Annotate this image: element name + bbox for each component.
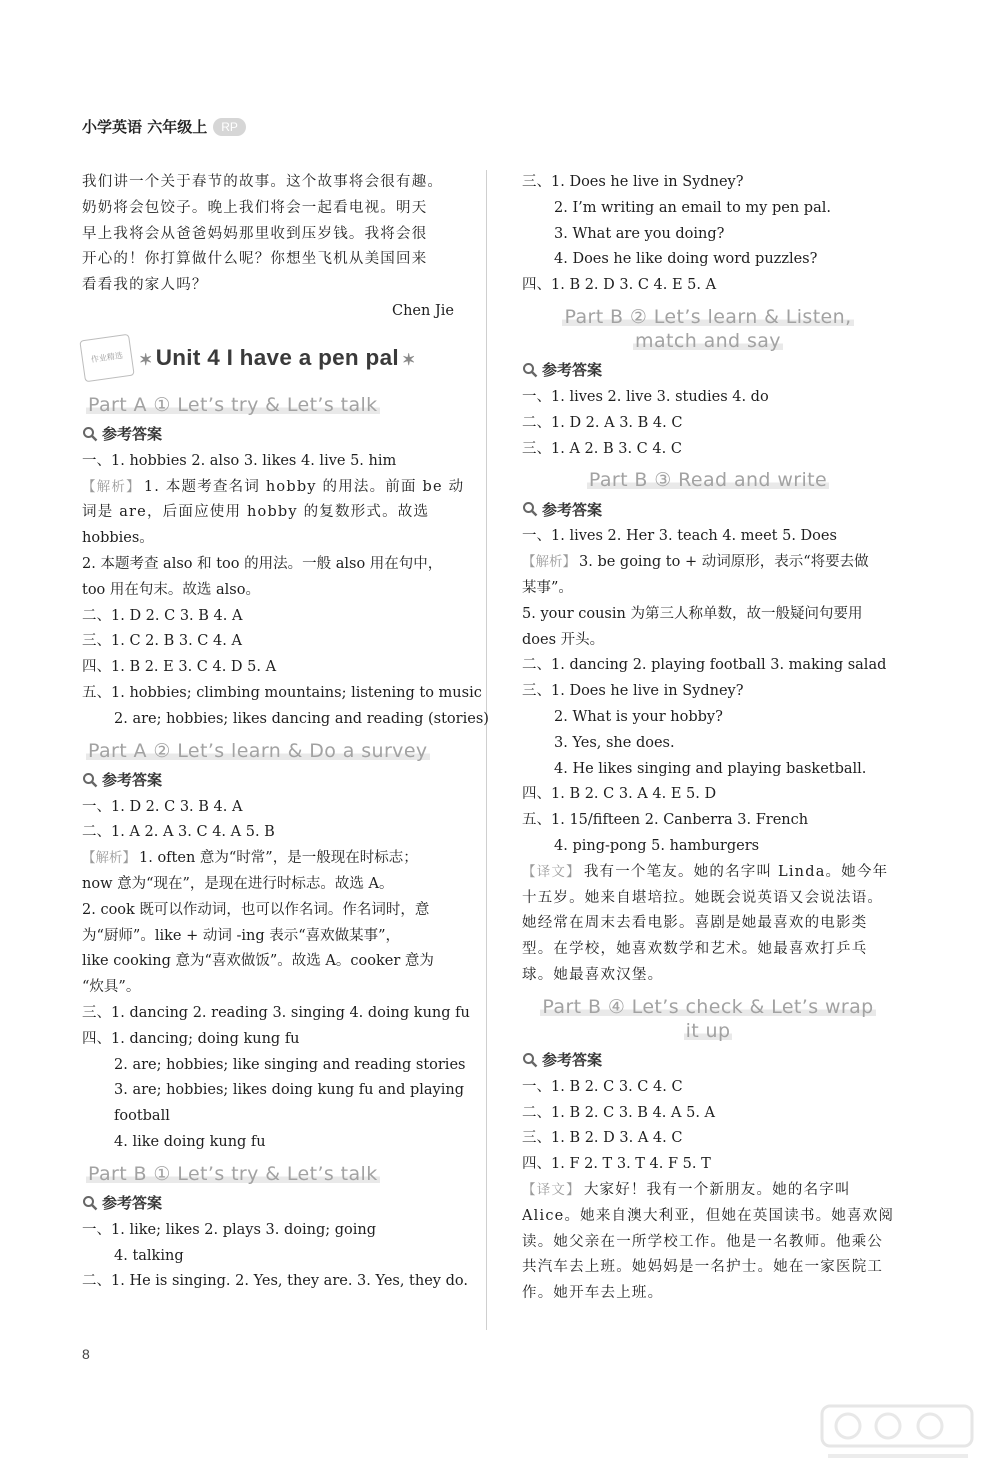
- answer-line: 四、1. dancing; doing kung fu: [82, 1030, 300, 1047]
- unit-title-text: Unit 4 I have a pen pal: [155, 344, 399, 370]
- answer-line: 3. Yes, she does.: [554, 734, 675, 751]
- answer-line: 三、1. Does he live in Sydney?: [522, 174, 744, 190]
- answer-line: 二、1. D 2. C 3. B 4. A: [82, 607, 243, 624]
- analysis-line: does 开头。: [522, 631, 605, 648]
- answer-line: 三、1. A 2. B 3. C 4. C: [522, 440, 682, 457]
- section-heading-part-a-1: Part A ① Let’s try & Let’s talk: [88, 393, 378, 416]
- answer-line: 4. He likes singing and playing basketball.: [554, 760, 867, 777]
- intro-line: 我们讲一个关于春节的故事。这个故事将会很有趣。: [82, 174, 444, 190]
- translation-line: 型。在学校，她喜欢数学和艺术。她最喜欢打乒乓: [522, 941, 868, 958]
- answer-line: 一、1. hobbies 2. also 3. likes 4. live 5. him: [82, 452, 397, 469]
- answer-line: 3. What are you doing?: [554, 225, 725, 242]
- unit-banner: [82, 329, 454, 387]
- edition-badge: RP: [213, 118, 246, 136]
- answer-line: 3. are; hobbies; likes doing kung fu and playing: [114, 1082, 465, 1099]
- translation-line: 【译文】 大家好！我有一个新朋友。她的名字叫: [522, 1181, 851, 1198]
- answer-line: 二、1. dancing 2. playing football 3. making salad: [522, 657, 887, 674]
- magnifier-icon: [82, 772, 98, 788]
- right-column: [522, 170, 894, 1307]
- answer-line: 三、1. Does he live in Sydney?: [522, 683, 744, 700]
- section-heading-part-b-2: Part B ② Let’s learn & Listen, match and say: [564, 305, 852, 352]
- answer-key-label: 参考答案: [102, 425, 163, 444]
- intro-line: 奶奶将会包饺子。晚上我们将会一起看电视。明天: [82, 199, 428, 216]
- answer-key: [82, 767, 454, 793]
- answer-key-label: 参考答案: [542, 500, 603, 519]
- answer-key: [82, 421, 454, 447]
- analysis-line: like cooking 意为“喜欢做饭”。故选 A。cooker 意为: [82, 953, 434, 970]
- answer-line: 一、1. lives 2. Her 3. teach 4. meet 5. Does: [522, 528, 837, 545]
- translation-line: 作。她开车去上班。: [522, 1285, 664, 1302]
- analysis-line: 词是 are，后面应使用 hobby 的复数形式。故选: [82, 504, 430, 521]
- intro-line: 早上我将会从爸爸妈妈那里收到压岁钱。我将会很: [82, 225, 428, 242]
- answer-line: 4. ping-pong 5. hamburgers: [554, 837, 760, 854]
- answer-line: 2. What is your hobby?: [554, 708, 723, 725]
- answer-key: [82, 1190, 454, 1216]
- answer-line: 三、1. C 2. B 3. C 4. A: [82, 633, 242, 650]
- answer-key: [522, 357, 894, 383]
- unit-stamp: 作业精选: [79, 334, 134, 383]
- answer-line: 2. are; hobbies; likes dancing and reading (stories): [114, 710, 489, 727]
- translation-line: 十五岁。她来自堪培拉。她既会说英语又会说法语。: [522, 889, 884, 906]
- intro-line: 看看我的家人吗？: [82, 277, 208, 294]
- magnifier-icon: [522, 501, 538, 517]
- magnifier-icon: [82, 1195, 98, 1211]
- answer-line: 2. I’m writing an email to my pen pal.: [554, 199, 831, 216]
- answer-line: 二、1. He is singing. 2. Yes, they are. 3. Yes, they do.: [82, 1273, 468, 1290]
- star-icon: ✶: [401, 351, 416, 369]
- magnifier-icon: [522, 1052, 538, 1068]
- translation-line: Alice。她来自澳大利亚，但她在英国读书。她喜欢阅: [522, 1207, 895, 1224]
- analysis-line: 某事”。: [522, 579, 573, 596]
- section-heading-part-b-3: Part B ③ Read and write: [588, 469, 828, 492]
- analysis-line: 【解析】 1. 本题考查名词 hobby 的用法。前面 be 动: [82, 478, 465, 495]
- analysis-line: 2. 本题考查 also 和 too 的用法。一般 also 用在句中，: [82, 555, 443, 572]
- page-number: 8: [82, 1346, 90, 1362]
- translation-line: 共汽车去上班。她妈妈是一名护士。她在一家医院工: [522, 1259, 884, 1276]
- section-heading-part-b-4: Part B ④ Let’s check & Let’s wrap it up: [542, 995, 874, 1042]
- analysis-line: 2. cook 既可以作动词，也可以作名词。作名词时，意: [82, 901, 430, 918]
- signature: Chen Jie: [392, 302, 454, 319]
- book-title: 小学英语 六年级上: [82, 118, 208, 136]
- answer-line: 一、1. like; likes 2. plays 3. doing; going: [82, 1221, 377, 1238]
- analysis-line: now 意为“现在”，是现在进行时标志。故选 A。: [82, 875, 394, 892]
- page-header: [82, 116, 246, 137]
- answer-line: 4. Does he like doing word puzzles?: [554, 251, 818, 268]
- magnifier-icon: [82, 426, 98, 442]
- answer-line: 四、1. B 2. D 3. C 4. E 5. A: [522, 277, 717, 294]
- section-heading-part-a-2: Part A ② Let’s learn & Do a survey: [88, 739, 428, 762]
- column-divider: [486, 170, 487, 1330]
- answer-line: 五、1. 15/fifteen 2. Canberra 3. French: [522, 812, 809, 829]
- answer-line: 二、1. B 2. C 3. B 4. A 5. A: [522, 1104, 716, 1121]
- watermark-logo: [818, 1400, 978, 1464]
- answer-key-label: 参考答案: [542, 361, 603, 380]
- answer-line: 三、1. dancing 2. reading 3. singing 4. doing kung fu: [82, 1004, 470, 1021]
- translation-line: 【译文】 我有一个笔友。她的名字叫 Linda。她今年: [522, 863, 889, 880]
- answer-key-label: 参考答案: [102, 771, 163, 790]
- answer-key: [522, 1047, 894, 1073]
- analysis-line: 【解析】 1. often 意为“时常”，是一般现在时标志；: [82, 850, 418, 867]
- answer-line: 二、1. D 2. A 3. B 4. C: [522, 414, 683, 431]
- translation-line: 球。她最喜欢汉堡。: [522, 966, 664, 983]
- answer-line: 4. talking: [114, 1247, 184, 1264]
- answer-line: football: [114, 1108, 170, 1125]
- answer-line: 四、1. B 2. E 3. C 4. D 5. A: [82, 659, 277, 676]
- left-column: [82, 170, 489, 1295]
- answer-line: 一、1. B 2. C 3. C 4. C: [522, 1078, 683, 1095]
- analysis-line: hobbies。: [82, 530, 154, 547]
- answer-line: 三、1. B 2. D 3. A 4. C: [522, 1130, 683, 1147]
- answer-line: 四、1. F 2. T 3. T 4. F 5. T: [522, 1156, 711, 1173]
- answer-key-label: 参考答案: [102, 1194, 163, 1213]
- analysis-line: 5. your cousin 为第三人称单数，故一般疑问句要用: [522, 605, 863, 622]
- section-heading-part-b-1: Part B ① Let’s try & Let’s talk: [88, 1162, 378, 1185]
- analysis-tag: 【解析】: [82, 850, 136, 867]
- answer-line: 四、1. B 2. C 3. A 4. E 5. D: [522, 786, 717, 803]
- analysis-line: 【解析】 3. be going to + 动词原形，表示“将要去做: [522, 554, 869, 571]
- translation-tag: 【译文】: [522, 1181, 581, 1198]
- translation-tag: 【译文】: [522, 863, 581, 880]
- magnifier-icon: [522, 362, 538, 378]
- analysis-tag: 【解析】: [82, 478, 141, 495]
- intro-line: 开心的！你打算做什么呢？你想坐飞机从美国回来: [82, 251, 428, 268]
- analysis-line: 为“厨师”。like + 动词 -ing 表示“喜欢做某事”，: [82, 927, 401, 944]
- answer-line: 一、1. D 2. C 3. B 4. A: [82, 798, 243, 815]
- answer-line: 2. are; hobbies; like singing and reading stories: [114, 1056, 466, 1073]
- unit-title: [136, 345, 419, 371]
- answer-line: 五、1. hobbies; climbing mountains; listening to music: [82, 684, 482, 701]
- answer-line: 4. like doing kung fu: [114, 1133, 266, 1150]
- analysis-line: too 用在句末。故选 also。: [82, 581, 260, 598]
- translation-line: 读。她父亲在一所学校工作。他是一名教师。他乘公: [522, 1233, 884, 1250]
- answer-key: [522, 496, 894, 522]
- analysis-line: “炊具”。: [82, 979, 141, 996]
- translation-line: 她经常在周末去看电影。喜剧是她最喜欢的电影类: [522, 915, 868, 932]
- analysis-tag: 【解析】: [522, 554, 576, 571]
- answer-line: 二、1. A 2. A 3. C 4. A 5. B: [82, 824, 275, 841]
- answer-line: 一、1. lives 2. live 3. studies 4. do: [522, 388, 769, 405]
- answer-key-label: 参考答案: [542, 1051, 603, 1070]
- star-icon: ✶: [139, 351, 153, 369]
